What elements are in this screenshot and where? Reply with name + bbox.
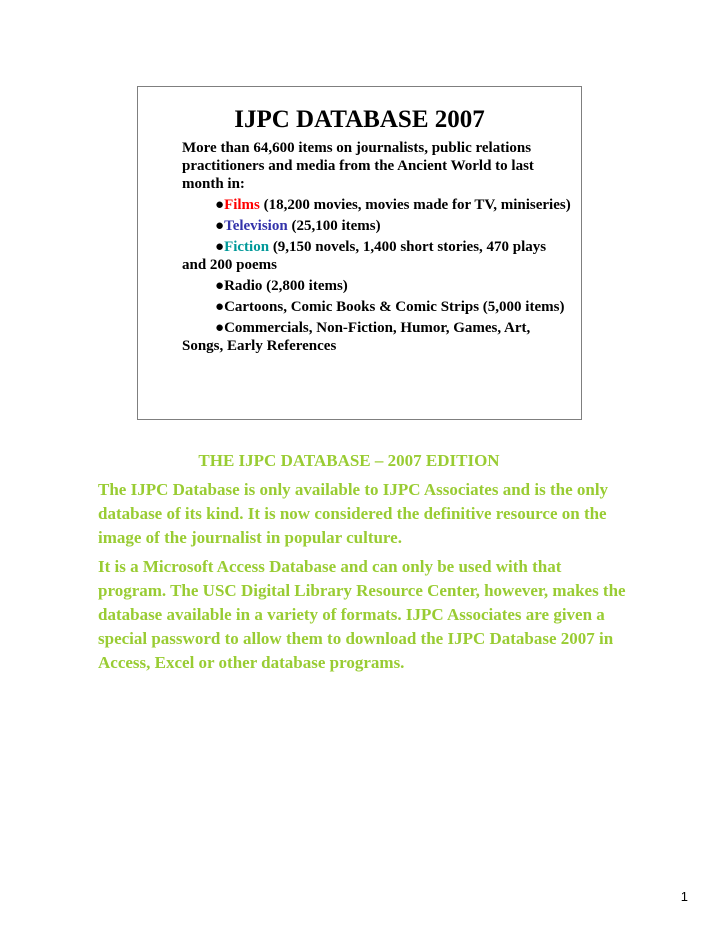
slide-title: IJPC DATABASE 2007 <box>234 106 485 133</box>
fiction-label: Fiction <box>224 239 270 255</box>
list-item-television <box>182 217 572 235</box>
notes-paragraph: It is a Microsoft Access Database and can only be used with that program. The USC Digital Library Resource Center, however, makes the database available in a variety of formats. IJPC Associates are given a special password to allow them to download the IJPC Database 2007 in Access, Excel or other database programs. <box>98 557 626 672</box>
slide-body <box>182 139 572 358</box>
speaker-notes <box>98 449 628 680</box>
list-item-cartoons <box>182 298 572 316</box>
bullet-icon: ● <box>215 218 225 234</box>
television-label: Television <box>224 218 288 234</box>
bullet-icon: ● <box>215 278 225 294</box>
bullet-icon: ● <box>215 299 225 315</box>
notes-heading: THE IJPC DATABASE – 2007 EDITION <box>198 451 500 470</box>
radio-detail: Radio (2,800 items) <box>224 278 348 294</box>
television-detail: (25,100 items) <box>287 218 381 234</box>
notes-paragraph: The IJPC Database is only available to IJPC Associates and is the only database of its kind. It is now considered the definitive resource on the image of the journalist in popular culture. <box>98 480 609 547</box>
bullet-icon: ● <box>215 239 225 255</box>
bullet-icon: ● <box>215 320 225 336</box>
list-item-films <box>182 196 572 214</box>
list-item-fiction <box>182 238 572 274</box>
films-detail: (18,200 movies, movies made for TV, miniseries) <box>259 197 571 213</box>
films-label: Films <box>224 197 260 213</box>
fiction-detail: (9,150 novels, 1,400 short stories, 470 plays and 200 poems <box>182 239 547 273</box>
slide-intro: More than 64,600 items on journalists, public relations practitioners and media from the Ancient World to last month in: <box>182 140 534 192</box>
list-item-commercials <box>182 319 572 355</box>
list-item-radio <box>182 277 572 295</box>
commercials-detail: Commercials, Non-Fiction, Humor, Games, Art, Songs, Early References <box>182 320 531 354</box>
cartoons-detail: Cartoons, Comic Books & Comic Strips (5,000 items) <box>224 299 565 315</box>
slide-thumbnail <box>137 86 582 420</box>
bullet-icon: ● <box>215 197 225 213</box>
page-number: 1 <box>680 889 688 904</box>
